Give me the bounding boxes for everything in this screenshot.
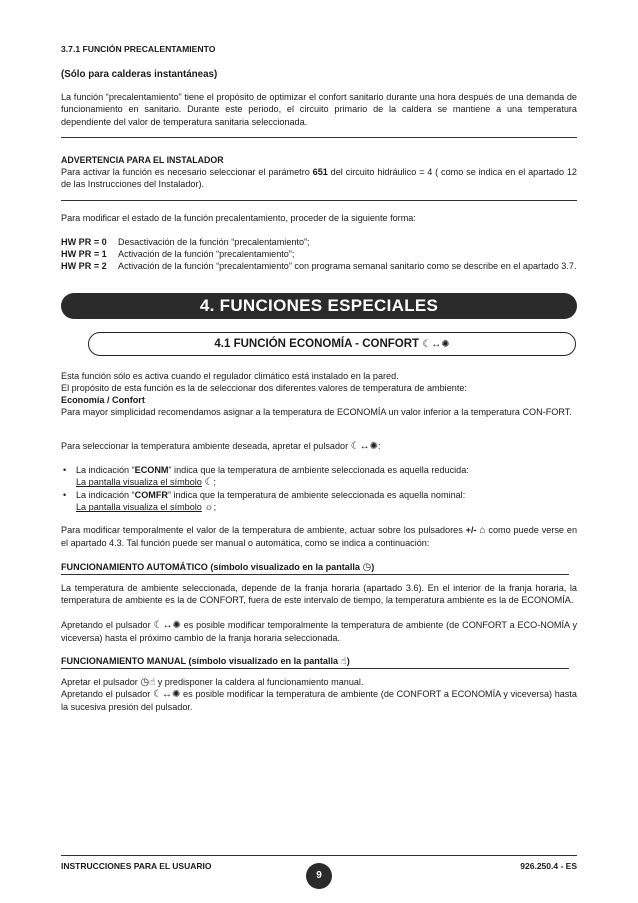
paragraph: La temperatura de ambiente seleccionada, depende de la franja horaria (apartado 3.6). En el interior de la franja horaria, la temperatura de ambiente es la de CONFORT, fuera de este intervalo de tiempo, la temperatura ambiente es la de ECONOMÍA. — [61, 583, 577, 606]
clock-icon: ◷ — [362, 562, 372, 573]
list-item — [61, 489, 577, 515]
paragraph: Esta función sólo es activa cuando el regulador climático está instalado en la pared. — [61, 371, 399, 381]
sun-icon: ☼ — [204, 502, 214, 514]
list-item-text: La indicación “COMFR” indica que la temperatura de ambiente seleccionada es aquella nominal: La pantalla visualiza el símbolo ☼; — [76, 490, 466, 514]
modify-intro: Para modificar el estado de la función precalentamiento, proceder de la siguiente forma: — [61, 213, 416, 223]
bullet-icon: • — [63, 465, 67, 475]
paragraph: Economía / Confort — [61, 395, 145, 405]
paragraph: Para seleccionar la temperatura ambiente deseada, apretar el pulsador ☾↔✺: — [61, 441, 381, 452]
divider — [61, 668, 569, 669]
footer-divider — [61, 855, 577, 856]
house-icon: ⌂ — [479, 525, 486, 536]
hwpr-value: Desactivación de la función “precalentamiento”; — [118, 237, 310, 247]
moon-sun-button-icon: ☾↔✺ — [153, 620, 181, 631]
paragraph: El propósito de esta función es la de seleccionar dos diferentes valores de temperatura de ambiente: — [61, 383, 467, 393]
section-subtitle: (Sólo para calderas instantáneas) — [61, 69, 218, 80]
list-item-text: La indicación “ECONM” indica que la temperatura de ambiente seleccionada es aquella reducida: La pantalla visualiza el símbolo ☾; — [76, 465, 469, 489]
hwpr-row — [61, 260, 577, 284]
paragraph: Apretar el pulsador ◷☝ y predisponer la caldera al funcionamiento manual. — [61, 677, 364, 688]
clock-hand-icon: ◷☝ — [140, 677, 156, 688]
paragraph: Para modificar temporalmente el valor de la temperatura de ambiente, actuar sobre los pulsadores +/- ⌂ como puede verse en el apartado 4.3. Tal función puede ser manual o automática, como se indica a continuación: — [61, 525, 578, 549]
paragraph: Para mayor simplicidad recomendamos asignar a la temperatura de ECONOMÍA un valor inferior a la temperatura CON-FORT. — [61, 407, 572, 417]
divider — [61, 200, 577, 201]
hwpr-key: HW PR = 1 — [61, 249, 107, 259]
auto-mode-title: FUNCIONAMIENTO AUTOMÁTICO (símbolo visualizado en la pantalla ◷) — [61, 562, 375, 573]
moon-sun-button-icon: ☾↔✺ — [153, 689, 181, 700]
paragraph: Apretando el pulsador ☾↔✺ es posible modificar la temperatura de ambiente (de CONFORT a ECONOMÍA y viceversa) hasta la sucesiva presión del pulsador. — [61, 689, 577, 713]
hwpr-key: HW PR = 0 — [61, 237, 107, 247]
moon-sun-button-icon: ☾↔✺ — [422, 339, 450, 350]
divider — [61, 574, 569, 575]
paragraph: Apretando el pulsador ☾↔✺ es posible modificar temporalmente la temperatura de ambiente (de CONFORT a ECO-NOMÍA y viceversa) hasta el próximo cambio de la franja horaria seleccionada. — [61, 620, 577, 644]
section-heading-label: 4.1 FUNCIÓN ECONOMÍA - CONFORT — [214, 338, 420, 350]
warning-title: ADVERTENCIA PARA EL INSTALADOR — [61, 155, 224, 165]
divider — [61, 137, 577, 138]
section-title: 3.7.1 FUNCIÓN PRECALENTAMIENTO — [61, 44, 216, 54]
warning-text: Para activar la función es necesario seleccionar el parámetro 651 del circuito hidráulico = 4 ( como se indica en el apartado 12 de las Instrucciones del Instalador). — [61, 167, 577, 190]
chapter-banner: 4. FUNCIONES ESPECIALES — [61, 293, 577, 319]
hand-icon: ☝ — [340, 656, 347, 667]
page-number: 9 — [306, 863, 332, 889]
hwpr-row — [61, 248, 577, 260]
moon-icon: ☾ — [204, 477, 214, 489]
manual-mode-title: FUNCIONAMIENTO MANUAL (símbolo visualizado en la pantalla ☝) — [61, 656, 350, 667]
section-heading — [88, 332, 576, 356]
footer-right: 926.250.4 - ES — [520, 861, 577, 871]
hwpr-key: HW PR = 2 — [61, 261, 107, 271]
list-item — [61, 464, 577, 490]
precalentamiento-description: La función “precalentamiento” tiene el propósito de optimizar el confort sanitario durante una hora después de una demanda de funcionamiento en sanitario. Durante este periodo, el circuito primario de la caldera se mantiene a una temperatura dependiente del valor de temperatura sanitaria seleccionada. — [61, 92, 577, 127]
footer-left: INSTRUCCIONES PARA EL USUARIO — [61, 861, 212, 871]
hwpr-value: Activación de la función “precalentamiento” con programa semanal sanitario como se describe en el apartado 3.7. — [118, 261, 577, 271]
bullet-icon: • — [63, 490, 67, 500]
hwpr-value: Activación de la función “precalentamiento”; — [118, 249, 295, 259]
hwpr-row — [61, 236, 577, 248]
moon-sun-button-icon: ☾↔✺ — [350, 441, 379, 452]
